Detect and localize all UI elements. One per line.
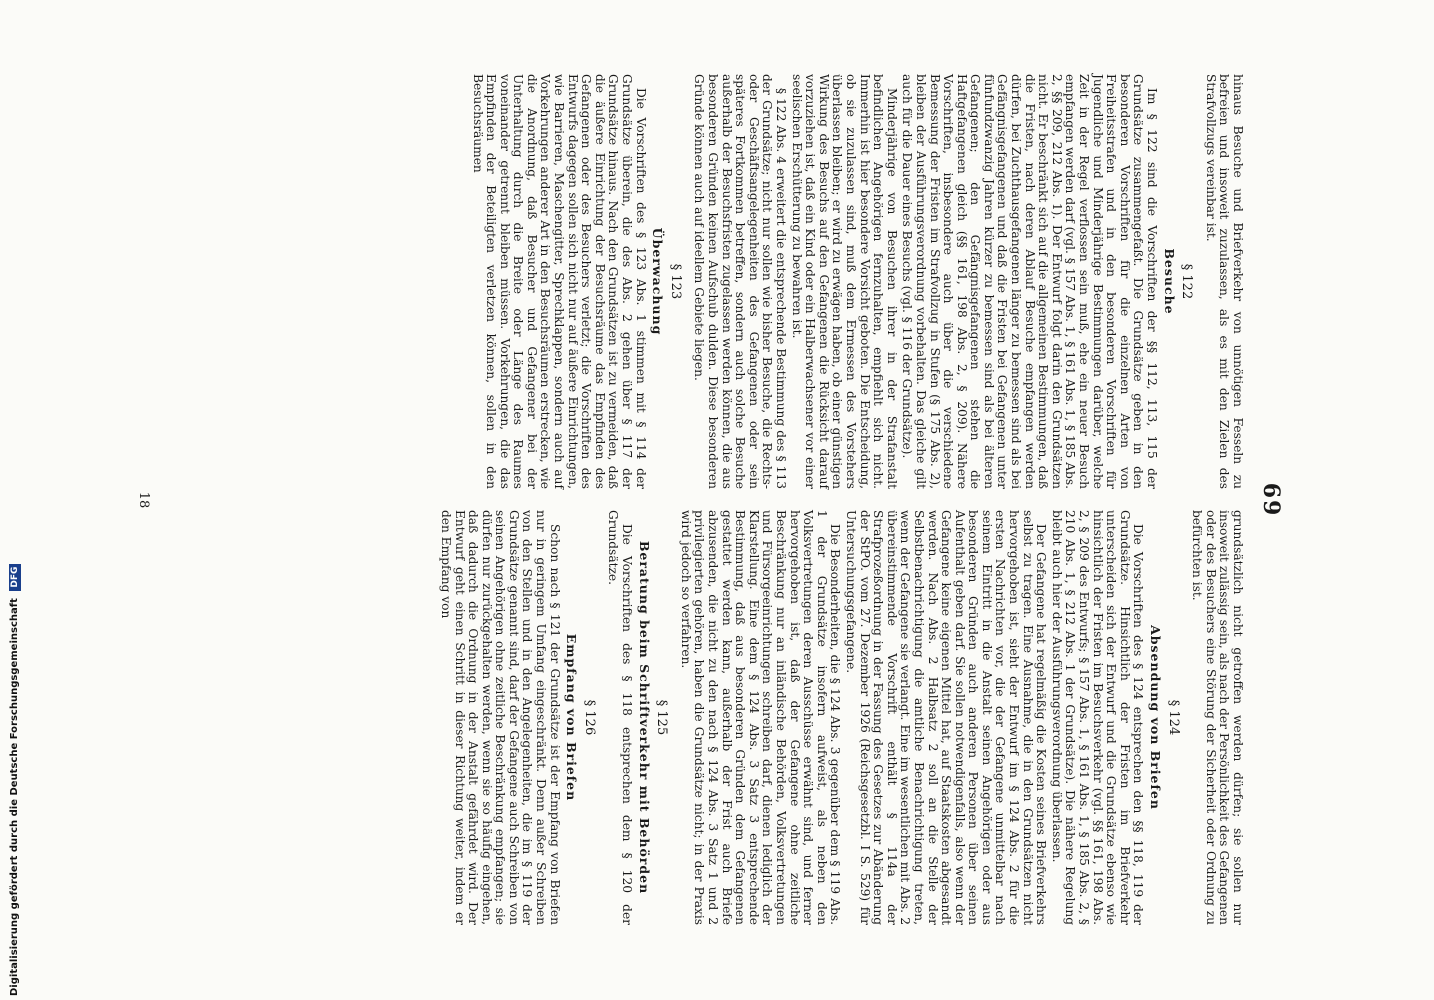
s124-paragraph-3: Die Besonderheiten, die § 124 Abs. 3 gegenüber dem § 119 Abs. 1 der Grundsätze insofern aufweist, als neben den Volksvertretungen deren Ausschüsse erwähnt sind, und ferner hervorgehoben ist, daß der Gefangene ohne zeitliche Beschränkung nur an inländische Behörden, Volksvertretungen und Fürsorgeeinrichtungen schreiben darf, dienen lediglich der Klarstellung. Eine dem § 124 Abs. 3 Satz 3 entsprechende Bestimmung, daß aus besonderen Gründen dem Gefangenen gestattet werden kann, außerhalb der Frist auch Briefe abzusenden, die nicht zu den nach § 124 Abs. 3 Satz 1 und 2 privilegierten gehören, haben die Grundsätze nicht; in der Praxis wird jedoch so verfahren. bbox=[678, 510, 843, 925]
right-column bbox=[436, 510, 1244, 925]
section-title-126: Empfang von Briefen bbox=[564, 633, 580, 802]
sheet-signature: 18 bbox=[136, 491, 151, 509]
document-page bbox=[122, 60, 1292, 940]
s122-paragraph-3: § 122 Abs. 4 erweitert die entsprechende Bestimmung des § 113 der Grundsätze; nicht nur sollen wie bisher Besuche, die Rechts- oder Geschäftsangelegenheiten des Gefangenen oder sein späteres Fortkommen betreffen, sondern auch solche Besuche außerhalb der Besuchsfristen zugelassen werden können, die aus besonderen Gründen keinen Aufschub dulden. Diese besonderen Gründe können auch auf ideellem Gebiete liegen. bbox=[692, 74, 788, 489]
right-intro-paragraph: grundsätzlich nicht getroffen werden dürfen; sie sollen nur insoweit zulässig sein, als nach der Persönlichkeit des Gefangenen oder des Besuchers eine Störung der Sicherheit oder Ordnung zu befürchten ist. bbox=[1190, 510, 1245, 925]
credit-line bbox=[6, 566, 24, 996]
section-number-123: § 123 bbox=[667, 263, 683, 300]
credit-text: Digitalisierung gefördert durch die Deutsche Forschungsgemeinschaft bbox=[9, 598, 20, 996]
section-title-125: Beratung beim Schriftverkehr mit Behörden bbox=[636, 540, 652, 895]
s122-paragraph-2: Minderjährige von Besuchen ihrer in der Strafanstalt befindlichen Angehörigen fernzuhalten, empfiehlt sich nicht. Immerhin ist hier besondere Vorsicht geboten. Die Entscheidung, ob sie zuzulassen sind, muß dem Ermessen des Vorstehers überlassen bleiben; er wird zu erwägen haben, ob einer günstigen Wirkung des Besuchs auf den Gefangenen die Rücksicht darauf vorzuziehen ist, daß ein Kind oder ein Halberwachsener vor einer seelischen Erschütterung zu bewahren ist. bbox=[789, 74, 899, 489]
s126-paragraph-1: Schon nach § 121 der Grundsätze ist der Empfang von Briefen nur in geringem Umfang eingeschränkt. Denn außer Schreiben von den Stellen und in den Angelegenheiten, die im § 119 der Grundsätze genannt sind, darf der Gefangene auch Schreiben von seinen Angehörigen ohne zeitliche Beschränkung empfangen; sie dürfen nur zurückgehalten werden, wenn sie so häufig eingehen, daß dadurch die Ordnung in der Anstalt gefährdet wird. Der Entwurf geht einen Schritt in dieser Richtung weiter, indem er den Empfang von bbox=[438, 510, 562, 925]
section-title-122: Besuche bbox=[1161, 248, 1177, 315]
left-intro-paragraph: hinaus Besuche und Briefverkehr von unnötigen Fesseln zu befreien und insoweit zuzulassen, als es mit den Zielen des Strafvollzugs vereinbar ist. bbox=[1203, 74, 1245, 489]
digitization-credit bbox=[6, 566, 24, 996]
s123-paragraph-1: Die Vorschriften des § 123 Abs. 1 stimmen mit § 114 der Grundsätze überein, die des Abs. 2 gehen über § 117 der Grundsätze hinaus. Nach den Grundsätzen ist zu vermeiden, daß die äußere Einrichtung der Besuchsräume das Empfinden des Gefangenen oder des Besuchers verletzt; die Vorschriften des Entwurfs dagegen sollen sich nicht nur auf äußere Einrichtungen, wie Barrieren, Maschengitter, Sprechklappen, sondern auch auf Vorkehrungen anderer Art in den Besuchsräumen erstrecken, wie die Anordnung, daß Besucher und Gefangener bei der Unterhaltung durch die Breite oder Länge des Raumes voneinander getrennt bleiben müssen. Vorkehrungen, die das Empfinden der Beteiligten verletzen können, sollen in den Besuchsräumen bbox=[470, 74, 648, 489]
section-number-122: § 122 bbox=[1179, 263, 1195, 300]
s122-paragraph-1: Im § 122 sind die Vorschriften der §§ 112, 113, 115 der Grundsätze zusammengefaßt. Die Grundsätze geben in den besonderen Vorschriften für die einzelnen Arten von Freiheitsstrafen und in den besonderen Vorschriften für Jugendliche und Minderjährige Bestimmungen darüber, welche Zeit in der Regel verflossen sein muß, ehe ein neuer Besuch empfangen werden darf (vgl. § 157 Abs. 1, § 161 Abs. 1, § 185 Abs. 2, §§ 209, 212 Abs. 1). Der Entwurf folgt darin den Grundsätzen nicht. Er beschränkt sich auf die allgemeinen Bestimmungen, daß die Fristen, nach deren Ablauf Besuche empfangen werden dürfen, bei Zuchthausgefangenen länger zu bemessen sind als bei Gefängnisgefangenen und daß die Fristen bei Gefangenen unter fünfundzwanzig Jahren kürzer zu bemessen sind als bei älteren Gefangenen; den Gefängnisgefangenen stehen die Haftgefangenen gleich (§§ 161, 198 Abs. 2, § 209). Nähere Vorschriften, insbesondere auch über die verschiedene Bemessung der Fristen im Strafvollzug in Stufen (§ 175 Abs. 2), bleiben der Ausführungsverordnung vorbehalten. Das gleiche gilt auch für die Dauer eines Besuchs (vgl. § 116 der Grundsätze). bbox=[900, 74, 1160, 489]
s124-paragraph-1: Die Vorschriften des § 124 entsprechen den §§ 118, 119 der Grundsätze. Hinsichtlich der Fristen im Briefverkehr unterscheiden sich der Entwurf und die Grundsätze ebenso wie hinsichtlich der Fristen im Besuchsverkehr (vgl. §§ 161, 198 Abs. 2, § 209 des Entwurfs; § 157 Abs. 1, § 161 Abs. 1, § 185 Abs. 2, § 210 Abs. 1, § 212 Abs. 1 der Grundsätze). Die nähere Regelung bleibt auch hier der Ausführungsverordnung überlassen. bbox=[1049, 510, 1146, 925]
section-number-124: § 124 bbox=[1165, 699, 1181, 736]
section-number-125: § 125 bbox=[654, 699, 670, 736]
s124-paragraph-2: Der Gefangene hat regelmäßig die Kosten seines Briefverkehrs selbst zu tragen. Eine Ausnahme, die in den Grundsätzen nicht hervorgehoben ist, sieht der Entwurf im § 124 Abs. 2 für die ersten Nachrichten vor, die der Gefangene unmittelbar nach seinem Eintritt in die Anstalt seinen Angehörigen oder aus besonderen Gründen auch anderen Personen über seinen Aufenthalt geben darf. Sie sollen notwendigenfalls, also wenn der Gefangene keine eigenen Mittel hat, auf Staatskosten abgesandt werden. Nach Abs. 2 Halbsatz 2 soll an die Stelle der Selbstbenachrichtigung die amtliche Benachrichtigung treten, wenn der Gefangene sie verlangt. Eine im wesentlichen mit Abs. 2 übereinstimmende Vorschrift enthält § 114a der Strafprozeßordnung in der Fassung des Gesetzes zur Abänderung der StPO. vom 27. Dezember 1926 (Reichsgesetzbl. I S. 529) für Untersuchungsgefangene. bbox=[843, 510, 1049, 925]
section-number-126: § 126 bbox=[581, 699, 597, 736]
dfg-logo: DFG bbox=[9, 564, 21, 591]
page-number: 69 bbox=[1258, 482, 1284, 518]
section-title-123: Überwachung bbox=[650, 227, 666, 336]
s125-paragraph-1: Die Vorschriften des § 118 entsprechen dem § 120 der Grundsätze. bbox=[606, 510, 635, 925]
section-title-124: Absendung von Briefen bbox=[1148, 625, 1164, 810]
left-column bbox=[468, 74, 1244, 489]
